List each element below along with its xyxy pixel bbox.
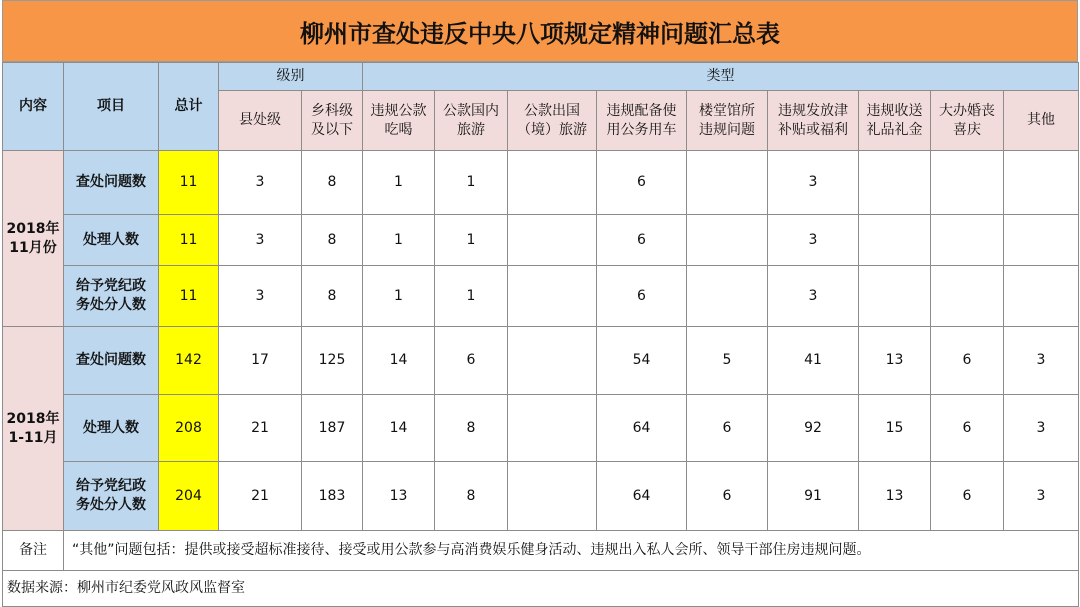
sheet-title: 柳州市查处违反中央八项规定精神问题汇总表 [2,0,1078,62]
column-header: 公款国内 旅游 [435,91,508,151]
note-row [3,531,1079,571]
table-cell: 1 [435,215,508,266]
table-cell: 64 [597,395,687,462]
item-label: 处理人数 [64,215,159,266]
period-label: 2018年 11月份 [3,151,64,327]
table-cell: 13 [859,462,931,531]
table-row [3,151,1079,215]
table-cell: 8 [435,395,508,462]
table-cell: 21 [219,462,302,531]
column-header: 乡科级 及以下 [302,91,363,151]
table-cell [508,327,597,395]
note-text: “其他”问题包括：提供或接受超标准接待、接受或用公款参与高消费娱乐健身活动、违规出入私人会所、领导干部住房违规问题。 [64,531,1079,571]
column-header: 违规公款 吃喝 [363,91,435,151]
summary-sheet [2,0,1078,602]
table-cell: 8 [302,215,363,266]
table-cell: 17 [219,327,302,395]
table-cell: 3 [219,266,302,327]
column-header: 公款出国 （境）旅游 [508,91,597,151]
table-cell: 125 [302,327,363,395]
table-cell [508,215,597,266]
table-cell: 3 [768,151,859,215]
table-cell: 1 [435,151,508,215]
table-cell: 1 [363,151,435,215]
table-cell [1004,151,1079,215]
column-header: 县处级 [219,91,302,151]
column-header: 大办婚丧 喜庆 [931,91,1004,151]
table-cell: 6 [931,395,1004,462]
table-cell: 8 [435,462,508,531]
total-value: 11 [159,266,219,327]
item-label: 查处问题数 [64,151,159,215]
table-cell: 13 [859,327,931,395]
table-cell: 6 [435,327,508,395]
table-cell: 3 [768,215,859,266]
data-source: 数据来源：柳州市纪委党风政风监督室 [3,571,1079,607]
column-header: 违规发放津 补贴或福利 [768,91,859,151]
period-label: 2018年 1-11月 [3,327,64,531]
table-cell [687,266,768,327]
table-cell [859,215,931,266]
table-cell: 6 [597,266,687,327]
table-cell: 54 [597,327,687,395]
table-cell: 92 [768,395,859,462]
total-value: 208 [159,395,219,462]
table-cell [508,151,597,215]
table-row [3,327,1079,395]
total-value: 204 [159,462,219,531]
item-label: 处理人数 [64,395,159,462]
table-cell: 8 [302,266,363,327]
table-cell [859,151,931,215]
note-label: 备注 [3,531,64,571]
header-item: 项目 [64,63,159,151]
table-row [3,215,1079,266]
table-cell: 6 [687,462,768,531]
table-cell: 6 [687,395,768,462]
header-content: 内容 [3,63,64,151]
table-cell: 3 [768,266,859,327]
header-total: 总计 [159,63,219,151]
table-cell: 15 [859,395,931,462]
table-cell: 3 [219,215,302,266]
header-row-groups [3,63,1079,91]
table-cell: 3 [219,151,302,215]
table-cell: 5 [687,327,768,395]
table-cell: 1 [363,266,435,327]
item-label: 查处问题数 [64,327,159,395]
table-cell: 41 [768,327,859,395]
table-cell: 14 [363,395,435,462]
table-cell [508,462,597,531]
table-cell: 8 [302,151,363,215]
table-cell [931,215,1004,266]
table-cell: 13 [363,462,435,531]
table-cell [687,215,768,266]
total-value: 142 [159,327,219,395]
table-row [3,266,1079,327]
table-row [3,462,1079,531]
total-value: 11 [159,215,219,266]
table-cell: 187 [302,395,363,462]
table-cell [931,151,1004,215]
table-cell: 6 [597,215,687,266]
table-cell: 91 [768,462,859,531]
table-cell [508,266,597,327]
table-cell: 183 [302,462,363,531]
column-header: 楼堂馆所 违规问题 [687,91,768,151]
table-cell: 6 [597,151,687,215]
header-level-group: 级别 [219,63,363,91]
table-cell: 6 [931,462,1004,531]
table-cell: 1 [435,266,508,327]
table-cell: 1 [363,215,435,266]
table-cell: 21 [219,395,302,462]
table-cell: 3 [1004,395,1079,462]
column-header: 违规收送 礼品礼金 [859,91,931,151]
table-row [3,395,1079,462]
table-cell: 3 [1004,327,1079,395]
table-cell [687,151,768,215]
table-cell: 6 [931,327,1004,395]
table-cell: 3 [1004,462,1079,531]
source-row [3,571,1079,607]
table-cell [931,266,1004,327]
column-header: 违规配备使 用公务用车 [597,91,687,151]
total-value: 11 [159,151,219,215]
table-cell [1004,215,1079,266]
item-label: 给予党纪政 务处分人数 [64,266,159,327]
table-cell [508,395,597,462]
table-cell [1004,266,1079,327]
summary-table [2,62,1079,607]
table-cell [859,266,931,327]
table-cell: 14 [363,327,435,395]
column-header: 其他 [1004,91,1079,151]
table-cell: 64 [597,462,687,531]
item-label: 给予党纪政 务处分人数 [64,462,159,531]
header-type-group: 类型 [363,63,1079,91]
